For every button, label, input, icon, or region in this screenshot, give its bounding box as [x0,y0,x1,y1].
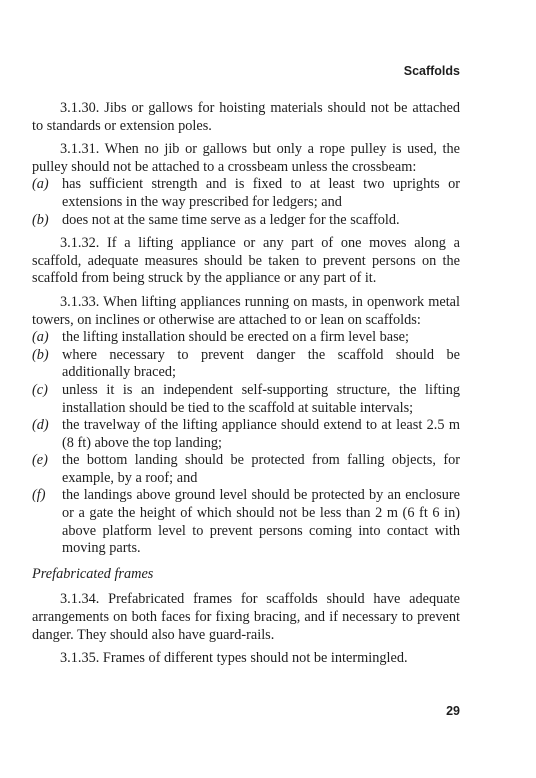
running-head: Scaffolds [403,64,460,78]
paragraph-3-1-33: 3.1.33. When lifting appliances running on masts, in openwork metal towers, on inclines or otherwise are attached to or lean on scaffolds: [32,293,460,328]
list-item-label: (a) [32,329,49,346]
list-item-label: (c) [32,381,48,398]
list-item-text: does not at the same time serve as a ledger for the scaffold. [62,211,400,228]
list-item [32,329,460,347]
paragraph-3-1-35: 3.1.35. Frames of different types should not be intermingled. [60,650,408,667]
list-item-label: (f) [32,487,46,504]
list-3-1-33 [32,329,460,558]
paragraph-3-1-30: 3.1.30. Jibs or gallows for hoisting materials should not be attached to standards or extension poles. [32,100,460,134]
list-item [32,417,460,452]
document-body [32,100,460,674]
list-item [32,176,460,211]
paragraph-3-1-32: 3.1.32. If a lifting appliance or any part of one moves along a scaffold, adequate measures should be taken to prevent persons on the scaffold from being struck by the appliance or any part of it. [32,235,460,287]
list-item-label: (a) [32,176,49,193]
list-3-1-31 [32,176,460,229]
list-item-text: has sufficient strength and is fixed to at least two uprights or extensions in the way prescribed for ledgers; and [62,176,460,210]
list-item [32,347,460,382]
list-item-text: the travelway of the lifting appliance should extend to at least 2.5 m (8 ft) above the top landing; [62,417,460,451]
list-item [32,452,460,487]
list-item-text: unless it is an independent self-supporting structure, the lifting installation should be tied to the scaffold at suitable intervals; [62,381,460,416]
list-item-text: the bottom landing should be protected from falling objects, for example, by a roof; and [62,452,460,486]
list-item [32,212,460,230]
page-number: 29 [446,704,460,718]
list-item [32,382,460,417]
list-item-text: where necessary to prevent danger the scaffold should be additionally braced; [62,346,460,381]
list-item [32,487,460,557]
paragraph-3-1-31: 3.1.31. When no jib or gallows but only a rope pulley is used, the pulley should not be attached to a crossbeam unless the crossbeam: [32,141,460,175]
document-page [32,0,460,778]
list-item-text: the landings above ground level should be protected by an enclosure or a gate the height of which should not be less than 2 m (6 ft 6 in) above platform level to prevent persons coming into contact with moving parts. [62,487,460,557]
list-item-label: (b) [32,211,49,228]
list-item-label: (b) [32,346,49,363]
list-item-text: the lifting installation should be erected on a firm level base; [62,329,409,346]
list-item-label: (e) [32,452,48,469]
list-item-label: (d) [32,417,49,434]
paragraph-3-1-34: 3.1.34. Prefabricated frames for scaffolds should have adequate arrangements on both faces for fixing bracing, and if necessary to prevent danger. They should also have guard-rails. [32,591,460,643]
section-heading: Prefabricated frames [32,565,154,582]
